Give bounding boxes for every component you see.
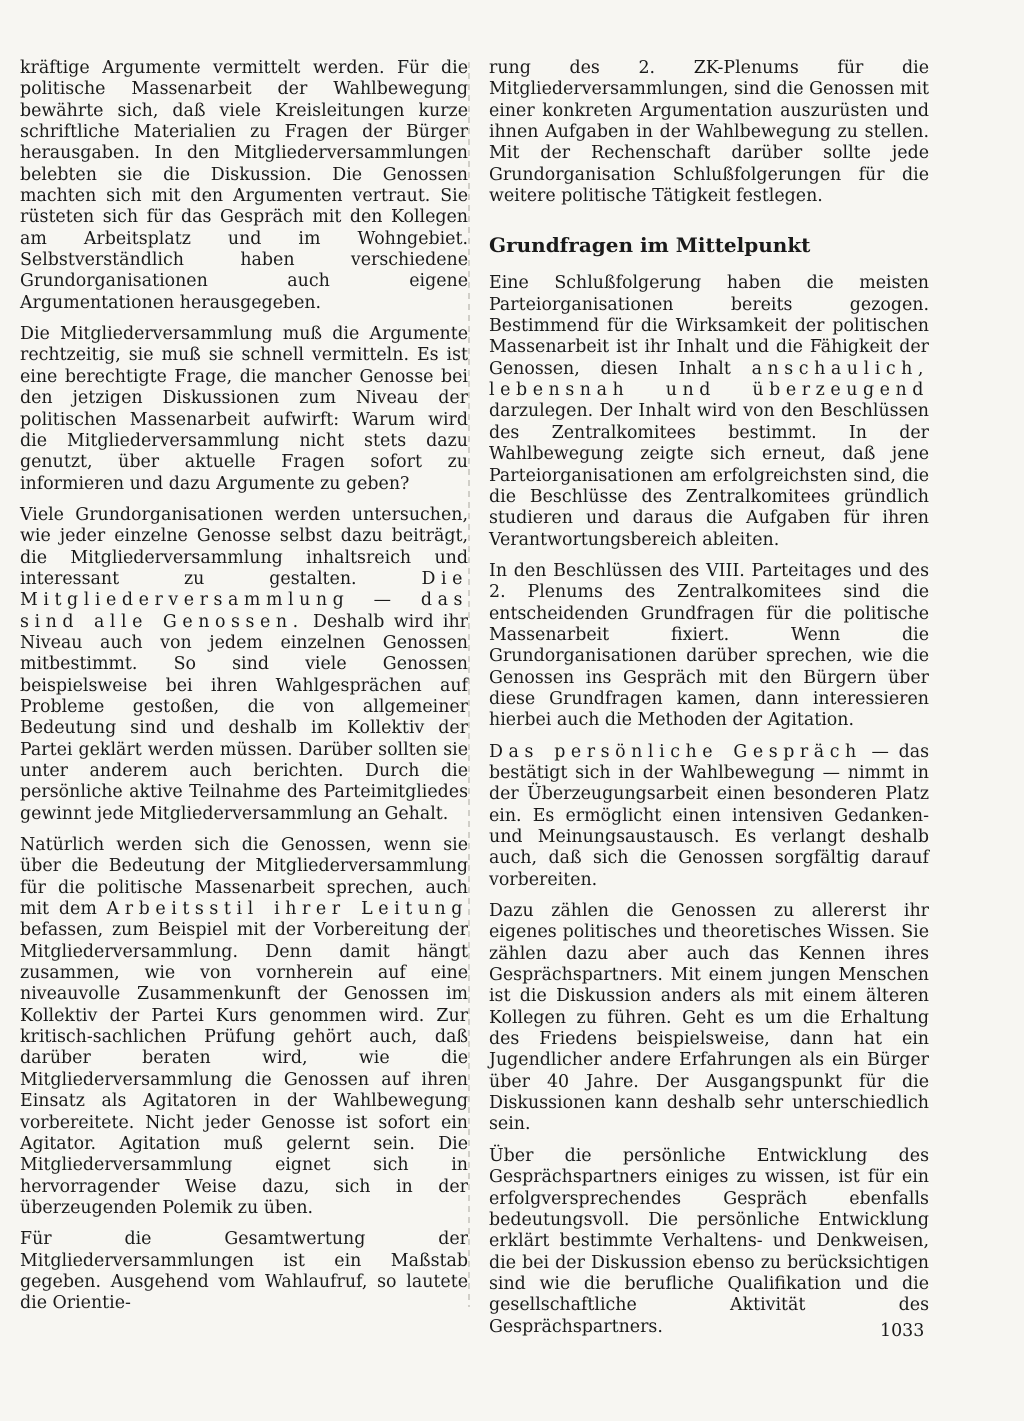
paragraph: [20, 505, 468, 825]
spaced-emphasis: anschaulich, lebensnah und überzeugend: [489, 358, 930, 401]
spaced-emphasis: Die Mitgliederversammlung — das sind alle Genossen.: [20, 568, 469, 632]
page-number: 1033: [880, 1321, 925, 1341]
paragraph: In den Beschlüssen des VIII. Parteitages und des 2. Plenums des Zentralkomitees sind die entscheidenden Grundfragen für die politische Massenarbeit fixiert. Wenn die Grundorganisationen darüber sprechen, wie die Genossen ins Gespräch mit den Bürgern über diese Grundfragen kamen, dann interessieren hierbei auch die Methoden der Agitation.: [489, 560, 929, 731]
text-run: Eine Schlußfolgerung haben die meisten Parteiorganisationen bereits gezogen. Bestimmend für die Wirksamkeit der politischen Massenarbeit ist ihr Inhalt und die Fähigkeit der Genossen, diesen Inhalt: [489, 273, 929, 379]
right-column: [489, 58, 929, 1348]
spaced-emphasis: Arbeitsstil ihrer Leitung: [106, 899, 468, 920]
text-run: befassen, zum Beispiel mit der Vorbereitung der Mitgliederversammlung. Denn damit hängt zusammen, wie von vornherein auf eine niveauvolle Zusammenkunft der Genossen im Kollektiv der Partei Kurs genommen wird. Zur kritisch-sachlichen Prüfung gehört auch, daß darüber beraten wird, wie die Mitgliederversammlung die Genossen auf ihren Einsatz als Agitatoren in der Wahlbewegung vorbereitete. Nicht jeder Genosse ist sofort ein Agitator. Agitation muß gelernt sein. Die Mitgliederversammlung eignet sich in hervorragender Weise dazu, sich in der überzeugenden Polemik zu üben.: [20, 920, 468, 1218]
spaced-emphasis: Das persönliche Gespräch: [489, 741, 862, 762]
text-run: Viele Grundorganisationen werden untersuchen, wie jeder einzelne Genosse selbst dazu beiträgt, die Mitgliederversammlung inhaltsreich und interessant zu gestalten.: [20, 504, 468, 589]
paragraph: [489, 742, 929, 891]
paragraph: Die Mitgliederversammlung muß die Argumente rechtzeitig, sie muß sie schnell vermitteln. Es ist eine berechtigte Frage, die mancher Genosse bei den jetzigen Diskussionen zum Niveau der politischen Massenarbeit aufwirft: Warum wird die Mitgliederversammlung nicht stets dazu genutzt, über aktuelle Fragen sofort zu informieren und dazu Argumente zu geben?: [20, 324, 468, 494]
paragraph: kräftige Argumente vermittelt werden. Für die politische Massenarbeit der Wahlbewegung bewährte sich, daß viele Kreisleitungen kurze schriftliche Materialien zu Fragen der Bürger herausgaben. In den Mitgliederversammlungen belebten sie die Diskussion. Die Genossen machten sich mit den Argumenten vertraut. Sie rüsteten sich für das Gespräch mit den Kollegen am Arbeitsplatz und im Wohngebiet. Selbstverständlich haben verschiedene Grundorganisationen auch eigene Argumentationen herausgegeben.: [20, 58, 468, 313]
text-run: Natürlich werden sich die Genossen, wenn sie über die Bedeutung der Mitgliederversammlung für die politische Massenarbeit sprechen, auch mit dem: [20, 835, 468, 920]
text-run: Deshalb wird ihr Niveau auch von jedem einzelnen Genossen mitbestimmt. So sind viele Genossen beispielsweise bei ihren Wahlgesprächen auf Probleme gestoßen, die von allgemeiner Bedeutung sind und deshalb im Kollektiv der Partei geklärt werden müssen. Darüber sollten sie unter anderem auch berichten. Durch die persönliche aktive Teilnahme des Parteimitgliedes gewinnt jede Mitgliederversammlung an Gehalt.: [20, 611, 468, 824]
paragraph: [20, 835, 468, 1219]
section-heading: Grundfragen im Mittelpunkt: [489, 233, 811, 258]
paragraph: [489, 273, 929, 550]
paragraph: Über die persönliche Entwicklung des Gesprächspartners einiges zu wissen, ist für ein erfolgversprechendes Gespräch ebenfalls bedeutungsvoll. Die persönliche Entwicklung erklärt bestimmte Verhaltens- und Denkweisen, die bei der Diskussion ebenso zu berücksichtigen sind wie die berufliche Qualifikation und die gesellschaftliche Aktivität des Gesprächspartners.: [489, 1145, 929, 1337]
text-run: — das bestätigt sich in der Wahlbewegung — nimmt in der Überzeugungsarbeit einen besonderen Platz ein. Es ermöglicht einen intensiven Gedanken- und Meinungsaustausch. Es verlangt deshalb auch, daß sich die Genossen sorgfältig darauf vorbereiten.: [489, 741, 930, 890]
text-run: darzulegen. Der Inhalt wird von den Beschlüssen des Zentralkomitees bestimmt. In der Wahlbewegung zeigte sich erneut, daß jene Parteiorganisationen am erfolgreichsten sind, die die Beschlüsse des Zentralkomitees gründlich studieren und daraus die Aufgaben für ihren Verantwortungsbereich ableiten.: [489, 401, 929, 550]
paragraph: Für die Gesamtwertung der Mitgliederversammlungen ist ein Maßstab gegeben. Ausgehend vom Wahlaufruf, so lautete die Orientie-: [20, 1229, 468, 1314]
column-divider: [468, 62, 470, 1307]
left-column: [20, 58, 468, 1325]
paragraph: Dazu zählen die Genossen zu allererst ihr eigenes politisches und theoretisches Wissen. Sie zählen dazu aber auch das Kennen ihres Gesprächspartners. Mit einem jungen Menschen ist die Diskussion anders als mit einem älteren Kollegen zu führen. Geht es um die Erhaltung des Friedens beispielsweise, dann hat ein Jugendlicher andere Erfahrungen als ein Bürger über 40 Jahre. Der Ausgangspunkt für die Diskussionen kann deshalb sehr unterschiedlich sein.: [489, 901, 929, 1135]
paragraph: rung des 2. ZK-Plenums für die Mitgliederversammlungen, sind die Genossen mit einer konkreten Argumentation auszurüsten und ihnen Aufgaben in der Wahlbewegung zu stellen. Mit der Rechenschaft darüber sollte jede Grundorganisation Schlußfolgerungen für die weitere politische Tätigkeit festlegen.: [489, 58, 929, 207]
